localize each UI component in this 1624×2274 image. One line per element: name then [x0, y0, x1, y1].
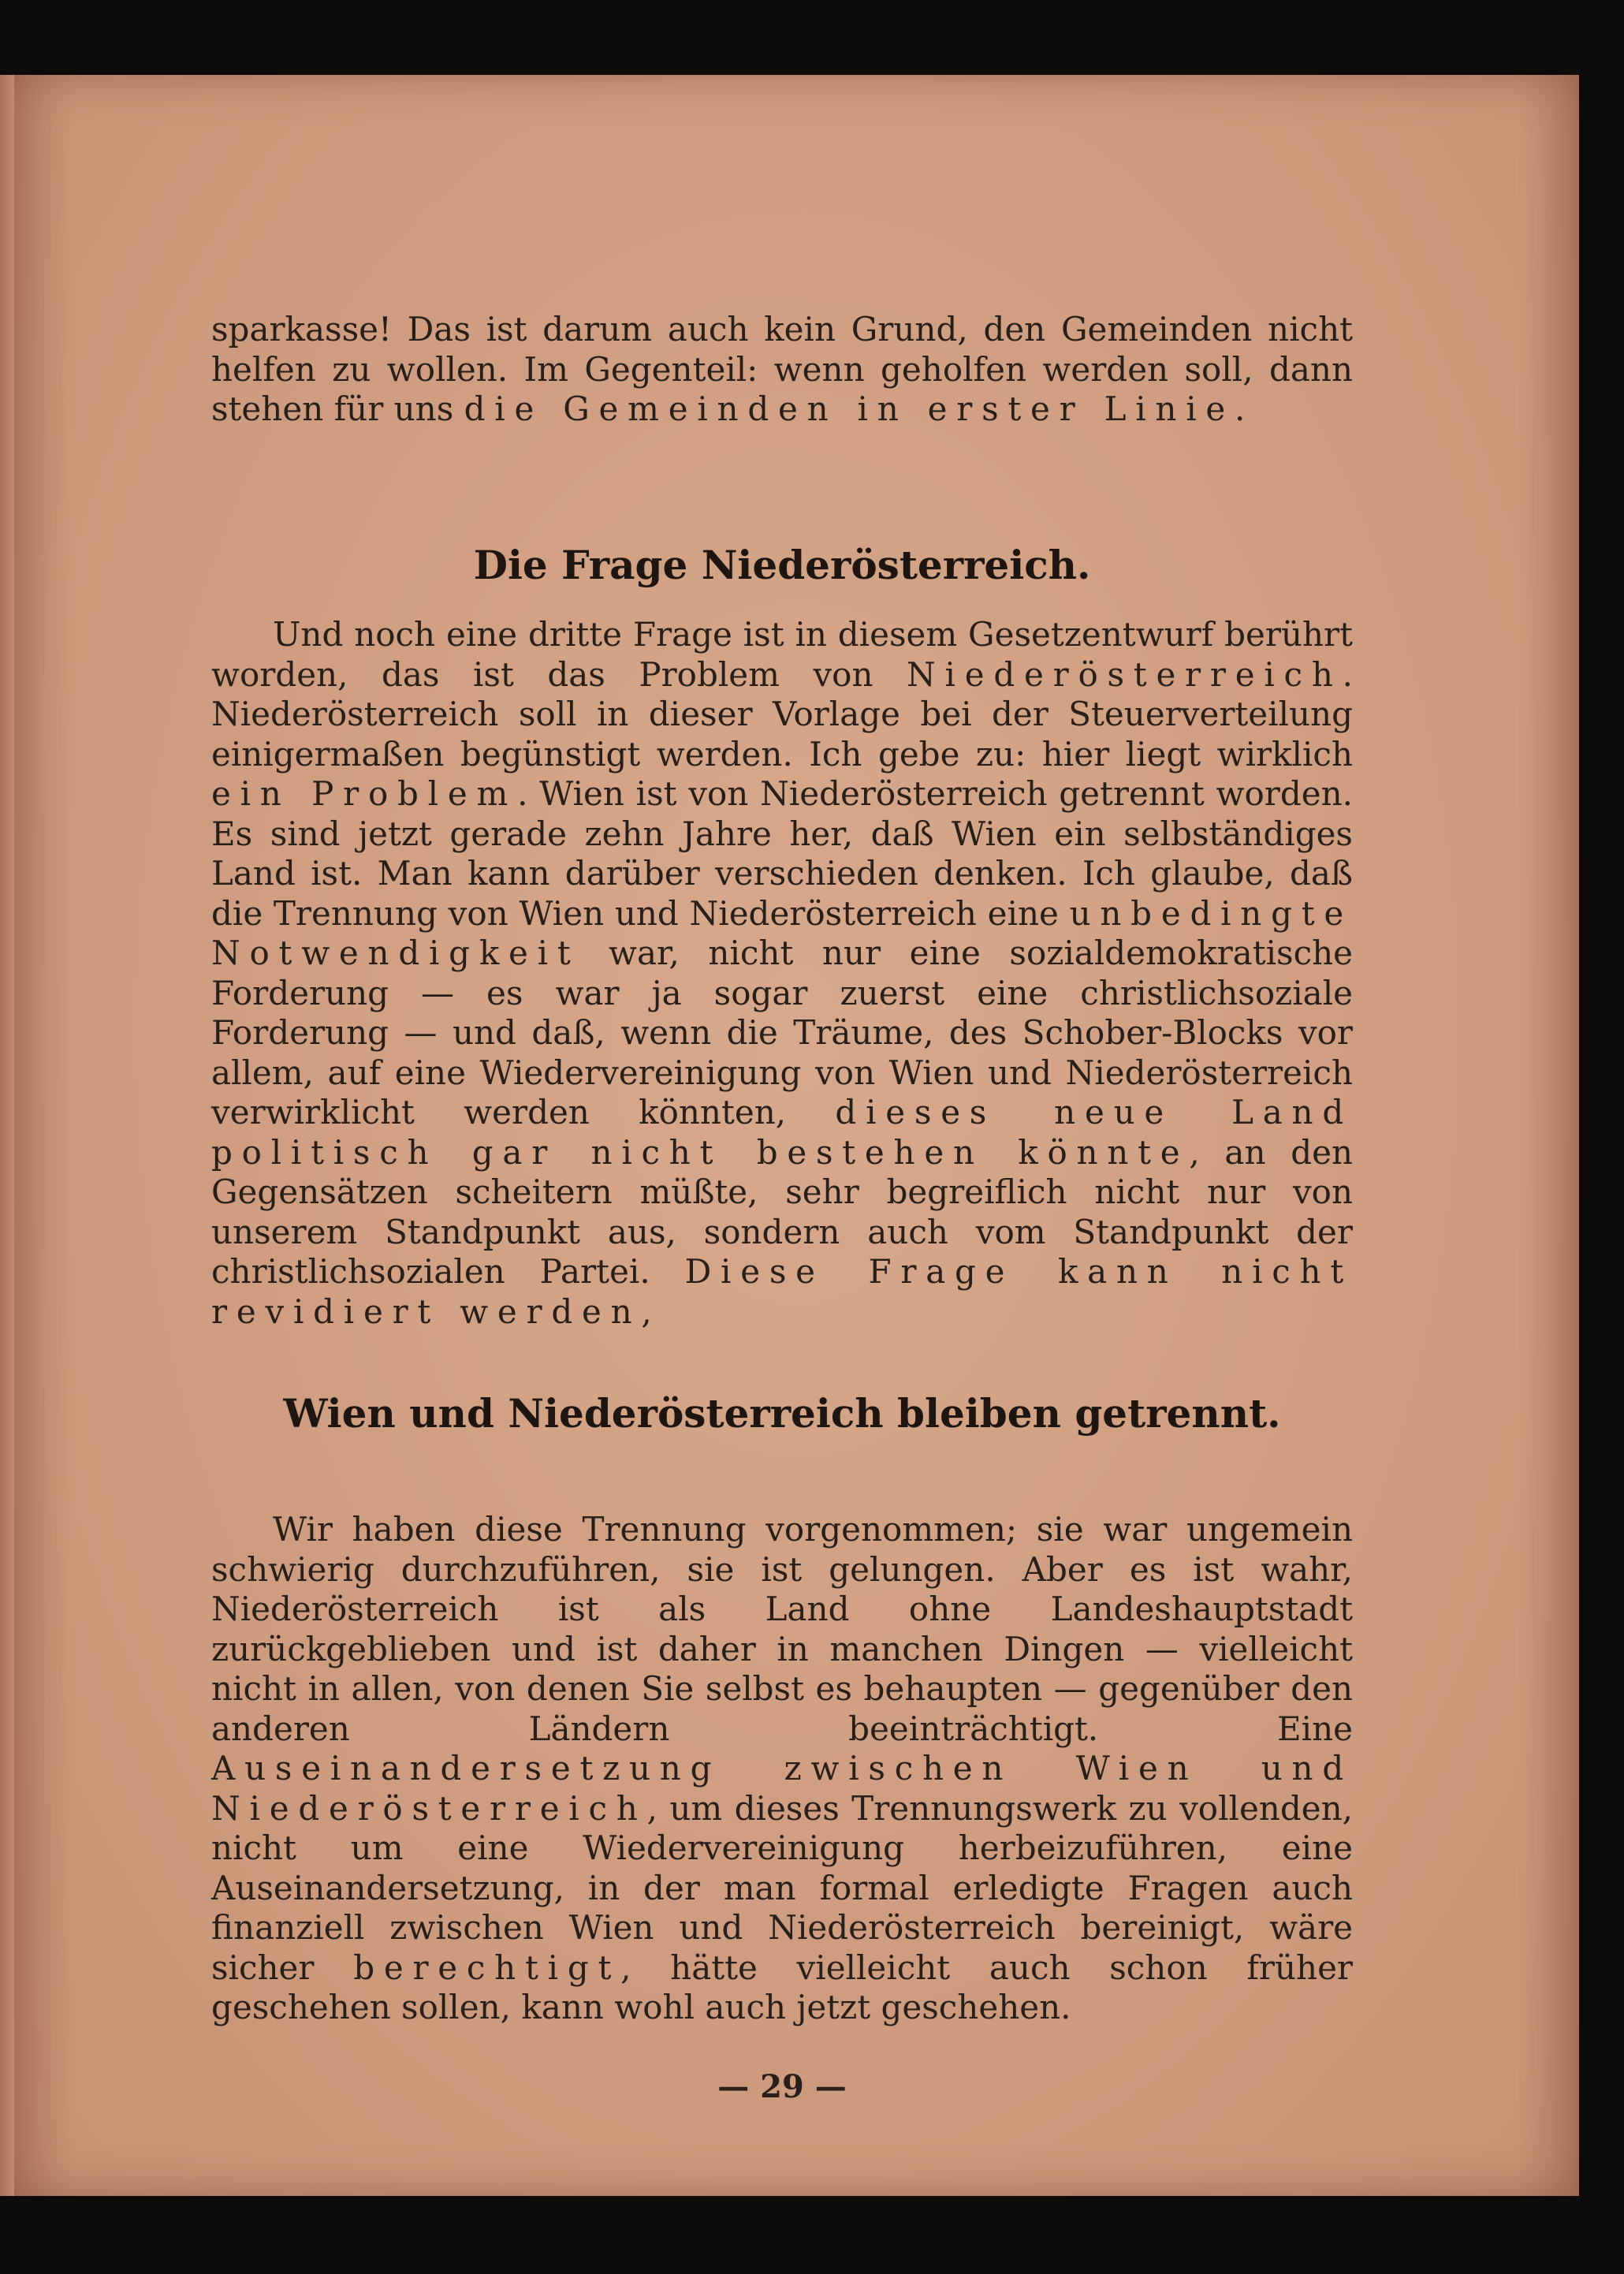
paragraph-2-emphasis: Niederösterreich — [907, 654, 1343, 694]
previous-page-edge — [0, 75, 14, 2196]
paragraph-2-emphasis: unbedingte Notwendigkeit — [211, 893, 1353, 972]
paragraph-2-text: Und noch eine dritte Frage ist in diesem Gesetzentwurf berührt worden, das ist das Problem von — [211, 615, 1353, 694]
paragraph-3-emphasis: berechtigt — [353, 1948, 621, 1987]
paragraph-2-text: , an den Gegensätzen scheitern müßte, sehr begreiflich nicht nur von unserem Standpunkt aus, sondern auch vom Standpunkt der christlichsozialen Partei. — [211, 1132, 1354, 1291]
paragraph-2-emphasis: ein Problem — [211, 774, 518, 813]
paragraph-2-emphasis: Diese Frage kann nicht revidiert werden — [211, 1252, 1353, 1331]
paragraph-3-text: , um dieses Trennungswerk zu vollenden, nicht um eine Wiedervereinigung herbeizuführen, eine Auseinandersetzung, in der man formal erledigte Fragen auch finanziell zwischen Wien und Niederösterreich bereinigt, wäre sicher — [211, 1788, 1353, 1987]
paragraph-1-emphasis: die Gemeinden in erster Linie — [464, 390, 1235, 428]
paragraph-2-text: , — [641, 1292, 652, 1331]
paragraph-3-text: Wir haben diese Trennung vorgenommen; sie war ungemein schwierig durchzuführen, sie ist gelungen. Aber es ist wahr, Niederösterreich ist als Land ohne Landeshauptstadt zurückgeblieben und ist daher in manchen Dingen — vielleicht nicht in allen, von denen Sie selbst es behaupten — gegenüber den anderen Ländern beeinträchtigt. Eine — [211, 1510, 1353, 1748]
paragraph-3-text: , hätte vielleicht auch schon früher geschehen sollen, kann wohl auch jetzt geschehen. — [211, 1948, 1354, 2026]
section-heading-1: Die Frage Niederösterreich. — [473, 542, 1091, 588]
paragraph-1 — [211, 310, 1353, 430]
paragraph-3 — [211, 1510, 1353, 2028]
paragraph-2-emphasis: dieses neue Land politisch gar nicht bestehen könnte — [211, 1093, 1353, 1172]
paragraph-2 — [211, 615, 1353, 1332]
paragraph-2-text: . Wien ist von Niederösterreich getrennt worden. Es sind jetzt gerade zehn Jahre her, daß Wien ein selbständiges Land ist. Man kann darüber verschieden denken. Ich glaube, daß die Trennung von Wien und Niederösterreich eine — [211, 774, 1353, 933]
section-heading-2: Wien und Niederösterreich bleiben getrennt. — [283, 1390, 1281, 1437]
paragraph-1-end: . — [1235, 390, 1246, 428]
paragraph-2-text: . Niederösterreich soll in dieser Vorlage bei der Steuerverteilung einigermaßen begünstigt werden. Ich gebe zu: hier liegt wirklich — [211, 654, 1353, 774]
paragraph-3-emphasis: Auseinandersetzung zwischen Wien und Niederösterreich — [211, 1749, 1353, 1828]
paragraph-2-text: war, nicht nur eine sozialdemokratische Forderung — es war ja sogar zuerst eine christlichsoziale Forderung — und daß, wenn die Träume, des Schober-Blocks vor allem, auf eine Wiedervereinigung von Wien und Niederösterreich verwirklicht werden könnten, — [211, 934, 1353, 1131]
page-number: — 29 — — [717, 2068, 847, 2105]
paragraph-1-text: sparkasse! Das ist darum auch kein Grund, den Gemeinden nicht helfen zu wollen. Im Gegenteil: wenn geholfen werden soll, dann stehen für uns — [211, 310, 1353, 428]
